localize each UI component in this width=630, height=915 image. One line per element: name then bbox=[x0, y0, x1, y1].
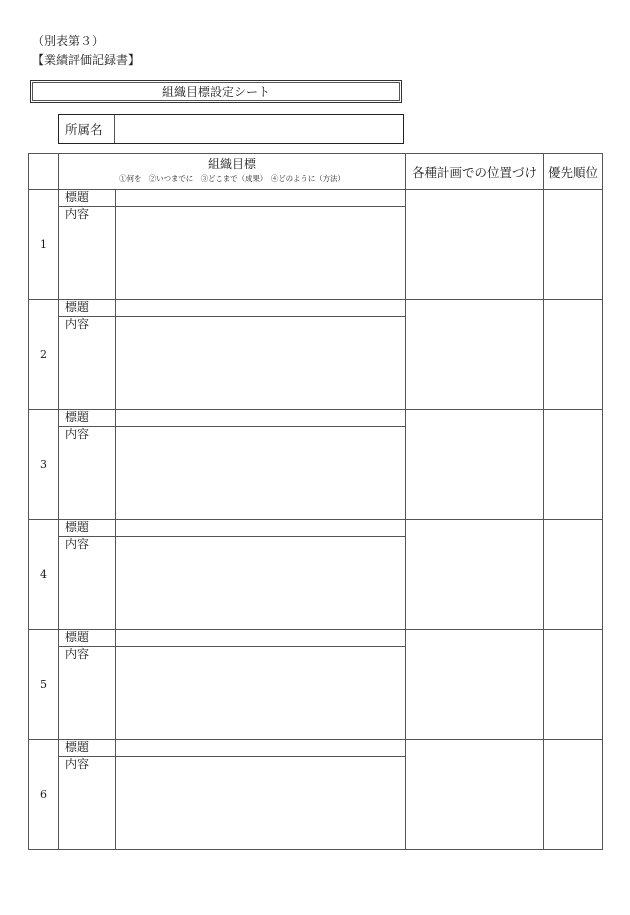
row-content-input[interactable] bbox=[116, 427, 406, 520]
table-row bbox=[29, 520, 603, 537]
row-number: 4 bbox=[29, 520, 59, 630]
row-priority-cell[interactable] bbox=[544, 520, 603, 630]
row-number: 3 bbox=[29, 410, 59, 520]
row-position-cell[interactable] bbox=[406, 300, 544, 410]
row-position-cell[interactable] bbox=[406, 630, 544, 740]
header-position: 各種計画での位置づけ bbox=[406, 154, 544, 190]
row-title-input[interactable] bbox=[116, 410, 406, 427]
row-content-input[interactable] bbox=[116, 647, 406, 740]
row-content-input[interactable] bbox=[116, 537, 406, 630]
row-title-input[interactable] bbox=[116, 520, 406, 537]
department-field bbox=[58, 114, 404, 144]
table-row bbox=[29, 410, 603, 427]
sheet-title: 組織目標設定シート bbox=[30, 80, 402, 103]
row-priority-cell[interactable] bbox=[544, 630, 603, 740]
row-priority-cell[interactable] bbox=[544, 410, 603, 520]
row-content-input[interactable] bbox=[116, 207, 406, 300]
row-number: 5 bbox=[29, 630, 59, 740]
header-goal-title: 組織目標 bbox=[207, 157, 256, 171]
table-row bbox=[29, 300, 603, 317]
row-number: 2 bbox=[29, 300, 59, 410]
appendix-label: （別表第３） bbox=[32, 34, 105, 48]
row-priority-cell[interactable] bbox=[544, 190, 603, 300]
row-title-input[interactable] bbox=[116, 190, 406, 207]
row-title-label: 標題 bbox=[59, 520, 116, 537]
row-title-label: 標題 bbox=[59, 190, 116, 207]
document-title: 【業績評価記録書】 bbox=[32, 53, 141, 67]
row-content-input[interactable] bbox=[116, 317, 406, 410]
row-title-label: 標題 bbox=[59, 300, 116, 317]
table-header bbox=[29, 154, 603, 190]
row-position-cell[interactable] bbox=[406, 740, 544, 850]
row-position-cell[interactable] bbox=[406, 190, 544, 300]
row-priority-cell[interactable] bbox=[544, 740, 603, 850]
row-content-label: 内容 bbox=[59, 537, 116, 630]
goal-table bbox=[28, 153, 603, 850]
department-label: 所属名 bbox=[59, 115, 115, 143]
header-priority: 優先順位 bbox=[544, 154, 603, 190]
table-row bbox=[29, 630, 603, 647]
table-row bbox=[29, 740, 603, 757]
row-position-cell[interactable] bbox=[406, 520, 544, 630]
header-num-cell bbox=[29, 154, 59, 190]
row-number: 1 bbox=[29, 190, 59, 300]
row-content-label: 内容 bbox=[59, 647, 116, 740]
row-title-label: 標題 bbox=[59, 630, 116, 647]
row-number: 6 bbox=[29, 740, 59, 850]
row-title-label: 標題 bbox=[59, 740, 116, 757]
row-position-cell[interactable] bbox=[406, 410, 544, 520]
table-row bbox=[29, 190, 603, 207]
department-input[interactable] bbox=[115, 115, 403, 143]
row-content-label: 内容 bbox=[59, 757, 116, 850]
row-title-input[interactable] bbox=[116, 740, 406, 757]
row-content-label: 内容 bbox=[59, 207, 116, 300]
row-content-label: 内容 bbox=[59, 427, 116, 520]
header-goal-subtitle: ①何を ②いつまでに ③どこまで（成果） ④どのように（方法） bbox=[119, 174, 345, 183]
row-title-label: 標題 bbox=[59, 410, 116, 427]
row-priority-cell[interactable] bbox=[544, 300, 603, 410]
row-content-input[interactable] bbox=[116, 757, 406, 850]
header-goal bbox=[59, 154, 406, 190]
row-title-input[interactable] bbox=[116, 300, 406, 317]
row-title-input[interactable] bbox=[116, 630, 406, 647]
row-content-label: 内容 bbox=[59, 317, 116, 410]
